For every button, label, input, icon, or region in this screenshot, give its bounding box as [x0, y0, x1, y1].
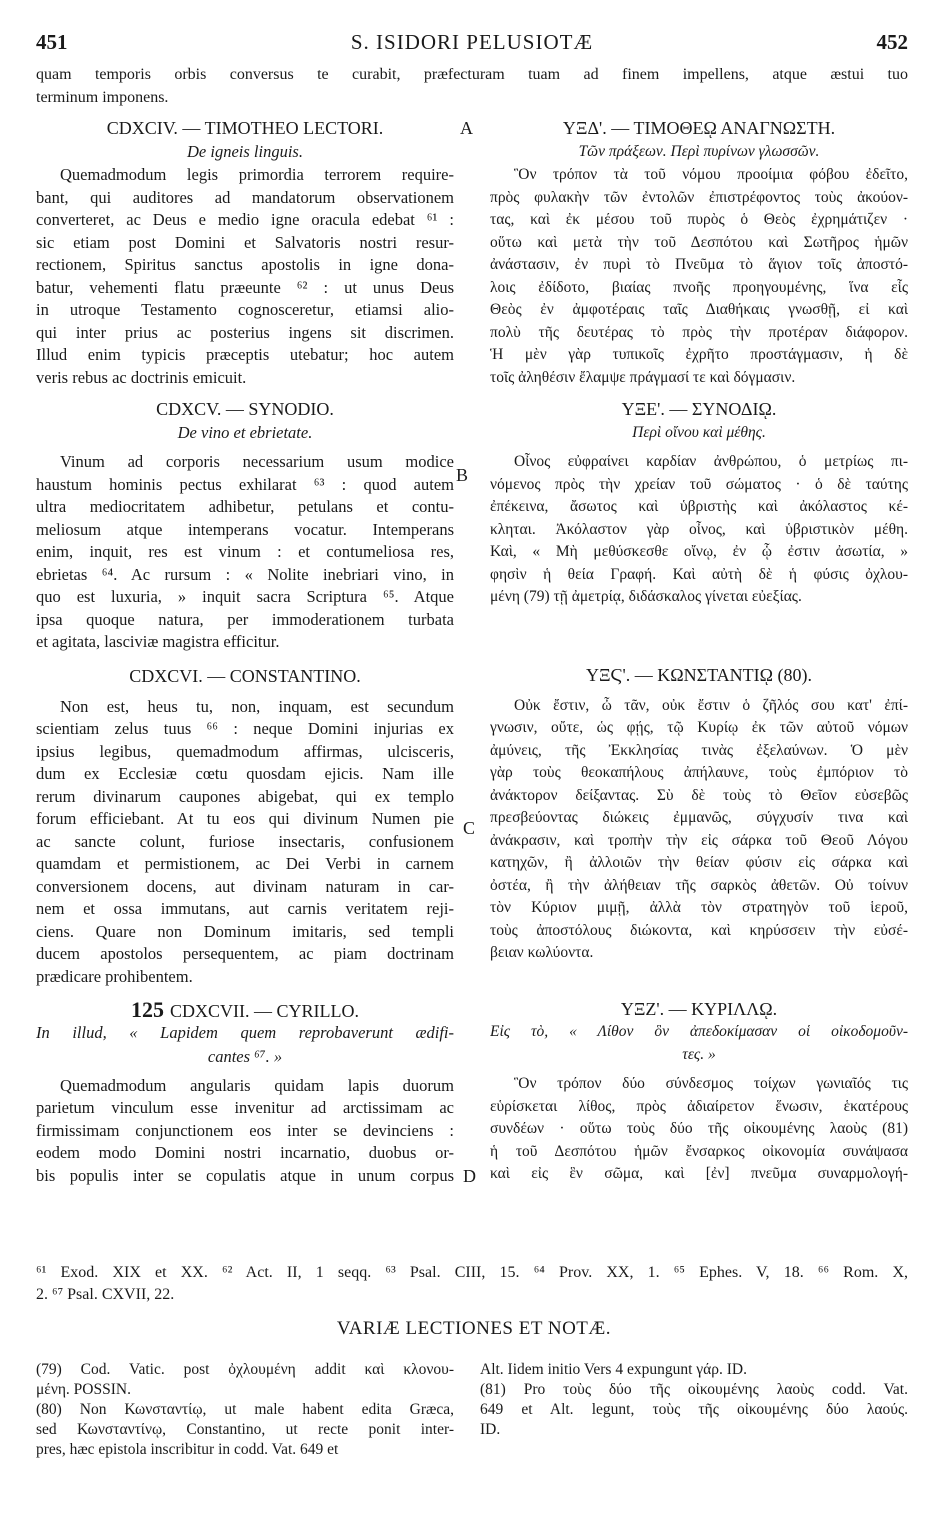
- margin-letter-c: C: [463, 818, 476, 838]
- letter-cdxcvi: [36, 664, 454, 989]
- text-line: βειαν κωλύοντα.: [490, 944, 594, 961]
- text-line: rectionem, Spiritus sanctus apostolis in igne dona-: [36, 255, 454, 274]
- notes-title: VARIÆ LECTIONES ET NOTÆ.: [336, 1318, 612, 1339]
- text-line: meliosum atque intemperans vocatur. Intemperans: [36, 519, 454, 539]
- letter-subtitle: Περὶ οἴνου καὶ μέθης.: [632, 424, 766, 441]
- letter-heading: ΥΞϚ'. — ΚΩΝΣΤΑΝΤΙῼ (80).: [585, 664, 813, 685]
- text-line: bis populis inter se copulatis atque in unum corpus: [36, 1165, 454, 1185]
- letter-body: [490, 695, 908, 965]
- text-line: batur, vehementi flatu præeunte ⁶² : ut unus Deus: [36, 277, 454, 297]
- text-line: καὶ εἰς ἓν σῶμα, καὶ [ἐν] πνεῦμα συναρμολογή-: [490, 1165, 908, 1182]
- letter-body: [36, 164, 454, 389]
- letter-body: [490, 451, 908, 609]
- text-line: (79) Cod. Vatic. post ὀχλουμένη addit καὶ κλονου-: [36, 1361, 454, 1378]
- text-line: sic etiam post Domini et Salvatoris nostri resur-: [36, 232, 454, 252]
- latin-column: [36, 116, 454, 1187]
- text-line: φησὶν ἡ θεία Γραφή. Καὶ αὐτὴ δὲ ἡ φύσις ὀχλου-: [490, 565, 908, 583]
- text-line: Θεὸς ἐν ἀμφοτέραις ταῖς Διαθήκαις γνωσθῇ, εἰ καὶ: [490, 301, 908, 318]
- letter-ypsilon-xi-epsilon: [490, 397, 908, 609]
- letter-subtitle: cantes ⁶⁷. »: [207, 1046, 283, 1066]
- notes-left-column: [36, 1360, 454, 1460]
- text-line: γὰρ τοὺς θεοκαπήλους ἀπήλαυνε, τοὺς ἐμπόριον τὸ: [490, 764, 908, 781]
- text-line: converteret, ac Deus e medio igne oracula edebat ⁶¹ :: [36, 210, 454, 229]
- text-line: firmissimam conjunctionem eos inter se devinciens :: [36, 1120, 454, 1140]
- text-line: in utroque Testamento cognosceretur, etiamsi alio-: [36, 300, 454, 319]
- text-line: ἀνάκρασιν, καὶ τροπὴν τὴν εἰς σάρκα τοῦ Θεοῦ Λόγου: [490, 831, 908, 849]
- text-line: ὀστέα, ἢ τὴν ἀλήθειαν τῆς σαρκὸς ἀθετῶν. Οὐ τοίνυν: [490, 876, 908, 894]
- text-line: scientiam zelus tuus ⁶⁶ : neque Domini injurias ex: [36, 719, 454, 738]
- letter-heading: [36, 998, 454, 1022]
- text-line: κληται. Ἀκόλαστον γὰρ οἶνος, καὶ ὑβριστικὸν μέθη.: [490, 520, 908, 538]
- letter-ypsilon-xi-zeta: [490, 997, 908, 1186]
- letter-heading: ΥΞΔ'. — ΤΙΜΟΘΕῼ ΑΝΑΓΝΩΣΤΗ.: [562, 118, 836, 138]
- text-line: ultra mediocritatem adhibetur, petulans et contu-: [36, 497, 454, 516]
- text-line: ἐπέκεινα, ἄσωτος καὶ ὑβριστὴς καὶ ἀκόλαστος κέ-: [490, 498, 908, 515]
- text-line: πολὺ τῆς δευτέρας τὸ πρὸς τὴν προτέραν διάφορον.: [490, 323, 908, 341]
- letter-body: [490, 164, 908, 389]
- footnotes: [36, 1262, 908, 1306]
- text-line: conversionem docens, aut divinam naturam in car-: [36, 876, 454, 896]
- page-number-right: 452: [876, 30, 908, 54]
- text-line: οὕτω καὶ μετὰ τὴν τοῦ Δεσπότου καὶ Σωτῆρος ἡμῶν: [490, 233, 908, 251]
- page-header: [36, 30, 908, 56]
- text-line: ἀμύνεις, τῆς Ἐκκλησίας τινὰς ἐξελαύνων. Ὁ μὲν: [490, 741, 908, 759]
- letter-cdxcvii: [36, 998, 454, 1187]
- text-line: ID.: [480, 1421, 501, 1438]
- text-line: pres, hæc epistola inscribitur in codd. Vat. 649 et: [36, 1441, 339, 1458]
- footnote-line: ⁶¹ Exod. XIX et XX. ⁶² Act. II, 1 seqq. ⁶³ Psal. CIII, 15. ⁶⁴ Prov. XX, 1. ⁶⁵ Ephes. V, 18. ⁶⁶ Rom. X,: [36, 1264, 908, 1281]
- text-line: κατηχῶν, ἢ ἀλλοιῶν τὴν θείαν φύσιν εἰς σάρκα καὶ: [490, 854, 908, 871]
- text-line: forum efficiebant. At tu eos qui divinum Numen pie: [36, 809, 454, 828]
- letter-heading: CDXCIV. — TIMOTHEO LECTORI.: [106, 118, 384, 138]
- letter-heading: ΥΞΕ'. — ΣΥΝΟΔΙῼ.: [621, 399, 777, 419]
- text-line: ciens. Quare non Dominum imitaris, sed templi: [36, 921, 454, 941]
- text-line: Alt. Iidem initio Vers 4 expungunt γάρ. ID.: [480, 1361, 747, 1378]
- text-line: quam temporis orbis conversus te curabit, præfecturam tuam ad finem impellens, atque æstui tuo: [36, 66, 908, 83]
- text-line: τοῖς ἀληθέσιν ἔλαμψε πράγμασί τε καὶ δόγμασιν.: [490, 368, 796, 386]
- text-line: ἀνάστασιν, ἐν πυρὶ τὸ Πνεῦμα τὸ ἅγιον τοῖς ἀποστό-: [490, 256, 908, 273]
- letter-heading: ΥΞΖ'. — ΚΥΡΙΛΛῼ.: [620, 998, 778, 1019]
- letter-cdxcv: [36, 397, 454, 654]
- text-line: Ἡ μὲν γὰρ τυπικοῖς ἐχρῆτο προστάγμασιν, ἡ δὲ: [490, 346, 908, 363]
- text-line: ἡ τοῦ Δεσπότου ἡμῶν ἔνσαρκος οἰκονομία συνάψασα: [490, 1142, 908, 1160]
- text-line: τας, καὶ ἐκ μέσου τοῦ πυρὸς ὁ Θεὸς ἐχρημάτιζεν ·: [490, 211, 908, 228]
- text-line: τοὺς ἀποστόλους διώκοντα, καὶ κηρύσσειν τὴν εὐσέ-: [490, 921, 908, 939]
- letter-subtitle: De igneis linguis.: [187, 142, 303, 161]
- text-line: πρὸς φυλακὴν τῶν ἐντολῶν ἐπιστρέφοντος τοὺς ἀκούον-: [490, 188, 908, 206]
- margin-letter-b: B: [456, 465, 469, 485]
- text-line: μένη. POSSIN.: [36, 1381, 131, 1398]
- letter-body: [36, 451, 454, 654]
- letter-ypsilon-xi-stigma: [490, 663, 908, 965]
- text-line: quamdam et permistionem, ac Dei Verbi in carnem: [36, 854, 454, 873]
- text-line: Οὐκ ἔστιν, ὦ τᾶν, οὐκ ἔστιν ὁ ζῆλός σου κατ' ἐπί-: [514, 696, 908, 714]
- notes-right-column: [480, 1360, 908, 1440]
- text-line: (81) Pro τοὺς δύο τῆς οἰκουμένης λαοὺς codd. Vat.: [480, 1381, 908, 1398]
- text-line: qui inter prius ac posterius ingens sit discrimen.: [36, 322, 454, 342]
- margin-letter-a: A: [460, 118, 473, 138]
- letter-ypsilon-xi-delta: [490, 116, 908, 389]
- text-line: Ὃν τρόπον τὰ τοῦ νόμου προοίμια φόβου ἐδεῖτο,: [514, 166, 908, 183]
- letter-subtitle: τες. »: [682, 1046, 716, 1063]
- letter-body: [36, 1075, 454, 1188]
- page-number-left: 451: [36, 30, 68, 54]
- text-line: Vinum ad corporis necessarium usum modice: [60, 452, 454, 471]
- text-line: λοις ἐδίδοτο, βιαίας πνοῆς προηγουμένης, ἵνα εἷς: [490, 278, 908, 296]
- text-line: rerum divinarum caupones abigebat, qui ex templo: [36, 786, 454, 806]
- letter-subtitle: Εἰς τὸ, « Λίθον ὃν ἀπεδοκίμασαν οἱ οἰκοδομοῦν-: [490, 1022, 908, 1040]
- text-line: Quemadmodum angularis quidam lapis duorum: [60, 1075, 454, 1095]
- text-line: ducem apostolos persequentem, ac piam doctrinam: [36, 944, 454, 963]
- letter-body: [36, 696, 454, 989]
- margin-letter-d: D: [463, 1166, 476, 1186]
- text-line: συνδέων · οὕτω τοὺς δύο τῆς οἰκουμένης λαοὺς (81): [490, 1120, 908, 1137]
- text-line: εὑρίσκεται λίθος, πρὸς ἀδιαίρετον ἕνωσιν, ἑκατέρους: [490, 1097, 908, 1115]
- continuation-text: [36, 64, 908, 109]
- text-line: eodem modo Domini nostri incarnatio, duobus or-: [36, 1143, 454, 1162]
- text-line: dum ex Ecclesiæ cœtu quosdam ejicis. Nam ille: [36, 764, 454, 783]
- text-line: quo est luxuria, » inquit sacra Scriptura ⁶⁵. Atque: [36, 587, 454, 606]
- text-line: Καὶ, « Μὴ μεθύσκεσθε οἴνῳ, ἐν ᾧ ἐστιν ἀσωτία, »: [490, 543, 908, 560]
- letter-heading-text: CDXCVII. — CYRILLO.: [170, 1001, 359, 1021]
- text-line: Illud enim typicis præceptis utebatur; hoc autem: [36, 345, 454, 364]
- text-line: et agitata, lasciviæ magistra efficitur.: [36, 632, 280, 651]
- text-line: ἀνάκτορον δείξαντας. Σὺ δὲ τοὺς τὸ Θεῖον εὐσεβῶς: [490, 786, 908, 804]
- text-line: sed Κωνσταντίνῳ, Constantino, ut recte ponit inter-: [36, 1421, 454, 1438]
- text-line: bant, qui auditores ad mandatorum observationem: [36, 187, 454, 207]
- greek-column: [490, 116, 908, 1186]
- column-number: 125: [131, 997, 164, 1022]
- letter-subtitle: De vino et ebrietate.: [177, 423, 313, 442]
- text-line: veris rebus ac doctrinis emicuit.: [36, 367, 247, 387]
- text-line: ipsius legibus, quemadmodum affirmas, ulcisceris,: [36, 741, 454, 761]
- letter-heading: CDXCV. — SYNODIO.: [156, 399, 334, 419]
- text-line: enim, inquit, res est vinum : et contumeliosa res,: [36, 542, 454, 561]
- letter-subtitle: In illud, « Lapidem quem reprobaverunt ædifi-: [36, 1023, 454, 1042]
- text-line: γνωσιν, οὔτε, ὡς φῄς, τῷ Κυρίῳ ἐκ τῶν αὐτοῦ νόμων: [490, 719, 908, 736]
- text-line: Quemadmodum legis primordia terrorem require-: [60, 165, 454, 184]
- footnote-line: 2. ⁶⁷ Psal. CXVII, 22.: [36, 1286, 175, 1303]
- text-line: prædicare prohibentem.: [36, 966, 193, 986]
- letter-heading: CDXCVI. — CONSTANTINO.: [129, 665, 361, 686]
- text-line: Οἶνος εὐφραίνει καρδίαν ἀνθρώπου, ὁ μετρίως πι-: [514, 453, 908, 470]
- text-line: ac sancte colunt, furiose insectaris, confusionem: [36, 831, 454, 851]
- text-line: terminum imponens.: [36, 88, 169, 106]
- text-line: parietum vinculum esse invenitur ad arctissimam ac: [36, 1098, 454, 1117]
- text-line: τὸν Κύριον μιμῇ, ἀλλὰ τὸν στρατηγὸν τοῦ ἱεροῦ,: [490, 899, 908, 916]
- text-line: Ὃν τρόπον δύο σύνδεσμος τοίχων γωνιαῖός τις: [514, 1075, 908, 1092]
- text-line: 649 et Alt. legunt, τοὺς τῆς οἰκουμένης δύο λαούς.: [480, 1401, 908, 1418]
- text-line: ipsa quoque natura, per immoderationem turbata: [36, 609, 454, 629]
- text-line: Non est, heus tu, non, inquam, est secundum: [60, 696, 454, 716]
- text-line: ebrietas ⁶⁴. Ac rursum : « Nolite inebriari vino, in: [36, 564, 454, 584]
- text-line: πρεσβεύοντας διώκεις ἐμμανῶς, σύγχυσίν τινα καὶ: [490, 809, 908, 826]
- letter-body: [490, 1073, 908, 1186]
- letter-subtitle: Τῶν πράξεων. Περὶ πυρίνων γλωσσῶν.: [578, 143, 820, 160]
- text-line: (80) Non Κωνσταντίῳ, ut male habent edita Græca,: [36, 1401, 454, 1418]
- text-line: νόμενος πρὸς τὴν χρείαν τοῦ σώματος · ὁ δὲ ταύτης: [490, 475, 908, 493]
- running-title: S. ISIDORI PELUSIOTÆ: [350, 30, 594, 54]
- letter-cdxciv: [36, 116, 454, 389]
- text-line: nem et ossa immutans, aut carnis veritatem reji-: [36, 899, 454, 918]
- text-line: μένη (79) τῇ ἀμετρίᾳ, διδάσκαλος γίνεται εὐεξίας.: [490, 588, 802, 605]
- text-line: haustum hominis pectus exhilarat ⁶³ : quod autem: [36, 474, 454, 494]
